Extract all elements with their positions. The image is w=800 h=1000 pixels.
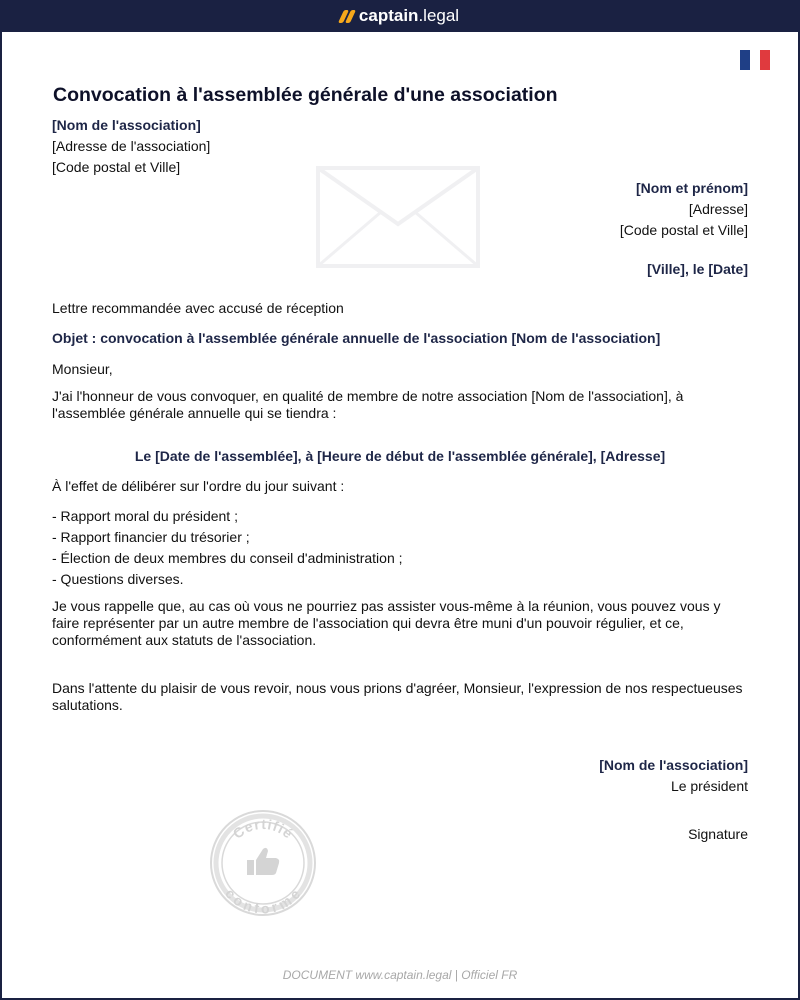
recipient-city: [Code postal et Ville] (619, 222, 748, 238)
brand-mark-icon (341, 10, 355, 23)
signer-role: Le président (670, 778, 748, 794)
stamp-text-bottom: conforme (222, 885, 304, 917)
agenda-item: - Rapport financier du trésorier ; (52, 529, 250, 545)
brand-domain: .legal (418, 6, 460, 25)
french-flag-icon[interactable] (740, 50, 770, 70)
stamp-text-top: Certifié (229, 815, 297, 842)
brand-logo[interactable] (341, 6, 459, 26)
closing-paragraph: Dans l'attente du plaisir de vous revoir, nous vous prions d'agréer, Monsieur, l'expression de nos respectueuses salutations. (52, 680, 743, 713)
recipient-name: [Nom et prénom] (636, 180, 748, 196)
place-date: [Ville], le [Date] (647, 261, 748, 277)
agenda-intro: À l'effet de délibérer sur l'ordre du jour suivant : (52, 478, 345, 494)
certified-stamp (208, 808, 318, 918)
salutation: Monsieur, (52, 361, 113, 377)
agenda-item: - Rapport moral du président ; (52, 508, 238, 524)
document-page (2, 32, 798, 998)
signer-organization: [Nom de l'association] (599, 757, 748, 773)
svg-text:conforme (222, 885, 304, 916)
signature-label: Signature (688, 826, 748, 842)
brand-name: captain (358, 6, 419, 25)
document-footer: DOCUMENT www.captain.legal | Officiel FR (282, 968, 518, 982)
agenda-item: - Élection de deux membres du conseil d'administration ; (52, 550, 403, 566)
sender-name: [Nom de l'association] (52, 117, 201, 133)
document-title: Convocation à l'assemblée générale d'une association (53, 84, 558, 106)
top-bar (0, 0, 800, 32)
agenda-item: - Questions diverses. (52, 571, 184, 587)
letter-subject: Objet : convocation à l'assemblée générale annuelle de l'association [Nom de l'association] (52, 330, 661, 346)
agenda-list (52, 506, 748, 590)
sender-city: [Code postal et Ville] (52, 159, 181, 175)
recipient-address: [Adresse] (688, 201, 748, 217)
delivery-mode: Lettre recommandée avec accusé de réception (52, 300, 344, 316)
intro-paragraph: J'ai l'honneur de vous convoquer, en qualité de membre de notre association [Nom de l'association], à l'assemblée générale annuelle qui se tiendra : (52, 388, 684, 421)
thumbs-up-icon (247, 848, 279, 875)
meeting-details: Le [Date de l'assemblée], à [Heure de début de l'assemblée générale], [Adresse] (134, 448, 666, 464)
sender-address: [Adresse de l'association] (52, 138, 211, 154)
proxy-paragraph: Je vous rappelle que, au cas où vous ne pourriez pas assister vous-même à la réunion, vous pouvez vous y faire représenter par un autre membre de l'association qui devra être muni d'un pouvoir régulier, et ce, conformément aux statuts de l'association. (52, 598, 721, 648)
